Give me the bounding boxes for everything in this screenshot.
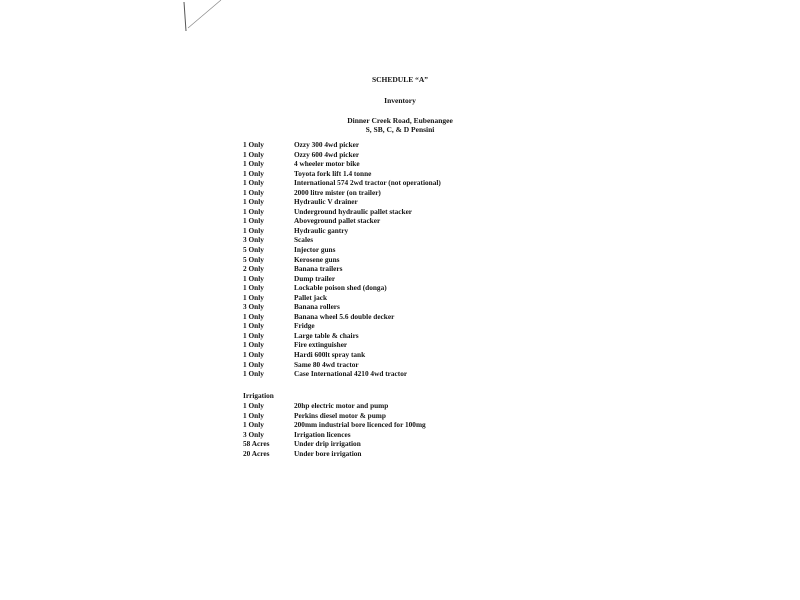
list-item [243,235,503,245]
item-description: Kerosene guns [294,254,340,264]
item-description: Ozzy 600 4wd picker [294,149,360,159]
item-description: Hydraulic V drainer [294,197,358,207]
item-quantity: 1 Only [243,197,264,207]
item-description: Scales [294,235,314,245]
item-quantity: 1 Only [243,140,264,149]
item-quantity: 3 Only [243,235,264,245]
list-item [243,283,503,293]
list-item [243,360,503,370]
item-quantity: 58 Acres [243,439,270,449]
item-description: Dump trailer [294,273,336,283]
inventory-subtitle: Inventory [384,96,416,105]
item-description: 2000 litre mister (on trailer) [294,187,381,197]
item-description: Case International 4210 4wd tractor [294,369,408,379]
item-description: Perkins diesel motor & pump [294,410,386,420]
list-item [243,245,503,255]
item-description: International 574 2wd tractor (not operational) [294,178,441,188]
item-description: Irrigation licences [294,429,351,439]
list-item [243,302,503,312]
owner-names: S, SB, C, & D Pensini [365,125,435,134]
item-description: Banana rollers [294,302,340,312]
item-quantity: 1 Only [243,350,264,360]
item-description: 4 wheeler motor bike [294,159,360,169]
list-item [243,140,503,150]
list-item [243,264,503,274]
item-description: Hardi 600lt spray tank [294,350,366,360]
item-description: Injector guns [294,245,336,255]
item-quantity: 1 Only [243,149,264,159]
list-item [243,411,503,421]
item-description: Hydraulic gantry [294,225,349,235]
irrigation-list [243,401,503,458]
item-description: 200mm industrial bore licenced for 100mg [294,420,426,430]
list-item [243,321,503,331]
list-item [243,449,503,459]
irrigation-heading: Irrigation [243,391,274,400]
item-description: Fire extinguisher [294,340,348,350]
list-item [243,207,503,217]
item-quantity: 1 Only [243,187,264,197]
item-description: Lockable poison shed (donga) [294,283,387,293]
list-item [243,216,503,226]
list-item [243,169,503,179]
item-quantity: 1 Only [243,369,264,379]
list-item [243,312,503,322]
list-item [243,420,503,430]
item-quantity: 20 Acres [243,448,270,458]
property-address: Dinner Creek Road, Eubenangee [347,116,453,125]
item-description: Underground hydraulic pallet stacker [294,206,413,216]
list-item [243,255,503,265]
item-description: 20hp electric motor and pump [294,401,389,410]
list-item [243,274,503,284]
list-item [243,430,503,440]
item-description: Fridge [294,321,315,331]
item-quantity: 3 Only [243,302,264,312]
list-item [243,340,503,350]
list-item [243,331,503,341]
item-description: Ozzy 300 4wd picker [294,140,360,149]
item-quantity: 1 Only [243,273,264,283]
item-quantity: 5 Only [243,245,264,255]
item-quantity: 1 Only [243,216,264,226]
item-quantity: 1 Only [243,340,264,350]
item-quantity: 1 Only [243,225,264,235]
list-item [243,178,503,188]
item-quantity: 3 Only [243,429,264,439]
item-quantity: 1 Only [243,410,264,420]
item-description: Same 80 4wd tractor [294,359,359,369]
list-item [243,226,503,236]
item-quantity: 1 Only [243,206,264,216]
item-description: Under bore irrigation [294,448,362,458]
item-quantity: 1 Only [243,168,264,178]
list-item [243,159,503,169]
list-item [243,350,503,360]
item-quantity: 1 Only [243,283,264,293]
item-description: Large table & chairs [294,330,359,340]
item-description: Banana trailers [294,264,343,274]
item-quantity: 5 Only [243,254,264,264]
item-quantity: 1 Only [243,420,264,430]
list-item [243,188,503,198]
item-quantity: 2 Only [243,264,264,274]
item-quantity: 1 Only [243,359,264,369]
item-description: Under drip irrigation [294,439,361,449]
inventory-list [243,140,503,379]
item-description: Aboveground pallet stacker [294,216,381,226]
list-item [243,150,503,160]
schedule-title: SCHEDULE “A” [371,75,429,84]
list-item [243,293,503,303]
item-description: Pallet jack [294,292,328,302]
item-quantity: 1 Only [243,330,264,340]
item-description: Banana wheel 5.6 double decker [294,311,395,321]
list-item [243,197,503,207]
item-description: Toyota fork lift 1.4 tonne [294,168,372,178]
item-quantity: 1 Only [243,401,264,410]
item-quantity: 1 Only [243,292,264,302]
item-quantity: 1 Only [243,159,264,169]
list-item [243,439,503,449]
list-item [243,369,503,379]
item-quantity: 1 Only [243,178,264,188]
item-quantity: 1 Only [243,321,264,331]
list-item [243,401,503,411]
item-quantity: 1 Only [243,311,264,321]
